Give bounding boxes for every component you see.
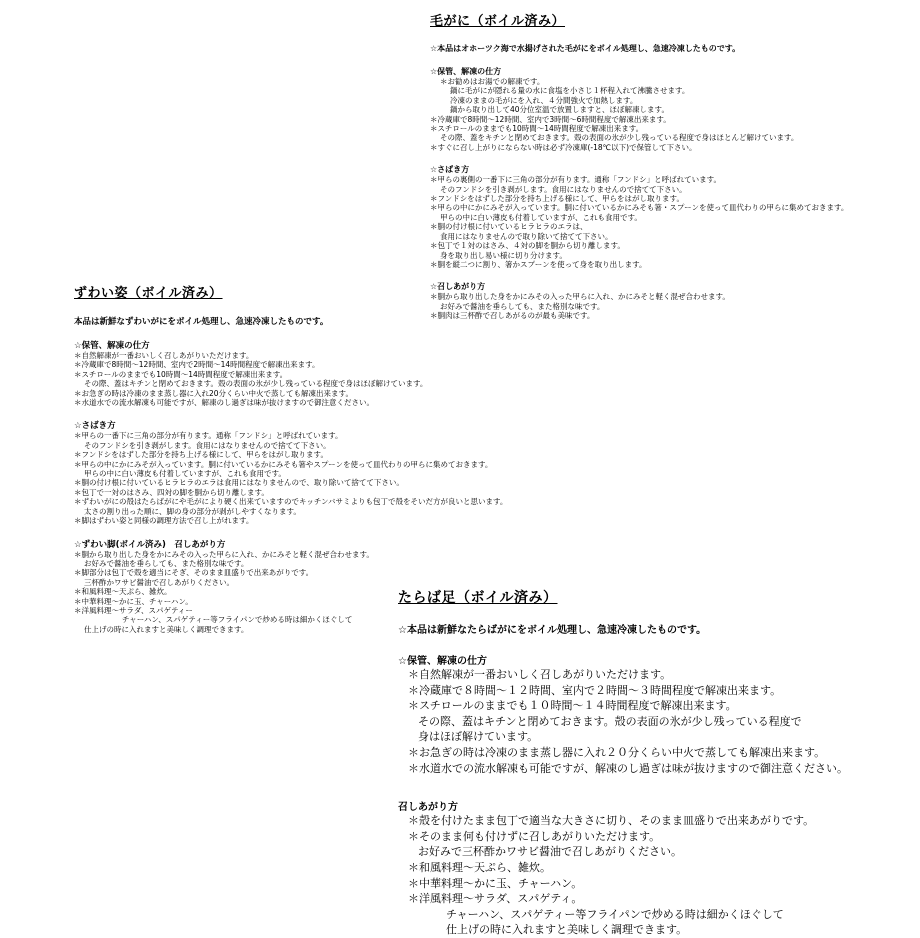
- list-item: ＊冷蔵庫で8時間～12時間、室内で3時間～6時間程度で解凍出来ます。: [430, 114, 671, 124]
- list-item: ＊包丁で１対のはさみ、４対の脚を胴から切り離します。: [430, 241, 625, 251]
- zuwai-cut-heading: ☆さばき方: [74, 421, 116, 432]
- list-item: ＊包丁で一対のはさみ、四対の脚を胴から切り離します。: [74, 487, 269, 497]
- list-item: ＊洋風料理～サラダ、スパゲティ。: [408, 892, 583, 906]
- list-item: ＊胴の付け根に付いているヒラヒラのエラは食用にはなりませんので、取り除いて捨てて下さい。: [74, 478, 404, 488]
- list-item: 仕上げの時に入れますと美味しく調理できます。: [446, 923, 688, 937]
- list-item: 鍋に毛がにが隠れる量の水に食塩を小さじ１杯程入れて沸騰させます。: [450, 86, 690, 96]
- list-item: ＊お急ぎの時は冷凍のまま蒸し器に入れ２０分くらい中火で蒸しても解凍出来ます。: [408, 745, 826, 759]
- kegani-cut-heading: ☆さばき方: [430, 165, 470, 175]
- list-item: ＊胴を縦二つに割り、箸かスプーンを使って身を取り出します。: [430, 259, 647, 269]
- list-item: そのフンドシを引き剥がします。食用にはなりませんので捨てて下さい。: [440, 184, 687, 194]
- list-item: その際、蓋はキチンと閉めておきます。殻の表面の氷が少し残っている程度で身はほぼ解けています。: [84, 379, 428, 389]
- taraba-eat-list: [398, 813, 908, 938]
- kegani-section: [430, 10, 910, 321]
- zuwai-eat-heading: ☆ずわい脚(ボイル済み) 召しあがり方: [74, 539, 226, 550]
- zuwai-cut-list: [74, 431, 534, 525]
- zuwai-thaw-heading: ☆保管、解凍の仕方: [74, 341, 150, 351]
- list-item: ＊甲らの裏側の一番下に三角の部分が有ります。通称「フンドシ」と呼ばれています。: [430, 175, 721, 185]
- list-item: 仕上げの時に入れますと美味しく調理できます。: [84, 624, 249, 634]
- list-item: ＊胴の付け根に付いているヒラヒラのエラは、: [430, 222, 588, 232]
- list-item: ＊甲らの一番下に三角の部分が有ります。通称「フンドシ」と呼ばれています。: [74, 431, 343, 441]
- list-item: ＊お勧めはお湯での解凍です。: [440, 77, 545, 86]
- list-item: ＊スチロールのままでも１０時間～１４時間程度で解凍出来ます。: [408, 699, 737, 713]
- list-item: ＊甲らの中にかにみそが入っています。胴に付いているかにみそも箸・スプーンを使って皿代わりの甲らに集めておきます。: [430, 203, 849, 213]
- kegani-cut-list: [430, 175, 910, 269]
- list-item: そのフンドシを引き剥がします。食用にはなりませんので捨てて下さい。: [84, 440, 331, 450]
- list-item: ＊胴肉は三杯酢で召しあがるのが最も美味です。: [430, 311, 595, 321]
- list-item: 太さの割り出った順に、脚の身の部分が剥がしやすくなります。: [84, 506, 301, 516]
- list-item: ＊水道水での流水解凍も可能ですが、解凍のし過ぎは味が抜けますので御注意ください。: [408, 761, 848, 775]
- zuwai-thaw-list: [74, 351, 534, 407]
- list-item: ＊冷蔵庫で8時間～12時間、室内で2時間～14時間程度で解凍出来ます。: [74, 360, 320, 370]
- list-item: チャーハン、スパゲティー等フライパンで炒める時は細かくほぐして: [446, 907, 784, 921]
- list-item: 甲らの中に白い薄皮も付着していますが、これも食用です。: [84, 469, 286, 479]
- list-item: ＊お急ぎの時は冷凍のまま蒸し器に入れ20分くらい中火で蒸しても解凍出来ます。: [74, 388, 353, 398]
- taraba-eat-heading: 召しあがり方: [398, 802, 458, 814]
- list-item: ＊そのまま何も付けずに召しあがりいただけます。: [408, 829, 661, 843]
- list-item: ＊水道水での流水解凍も可能ですが、解凍のし過ぎは味が抜けますので御注意ください。: [74, 398, 374, 408]
- taraba-section: [398, 587, 908, 938]
- list-item: 身はほぼ解けています。: [418, 730, 539, 744]
- list-item: ＊ずわいがにの殻はたらばがにや毛がにより硬く出来ていますのでキッチンバサミよりも包丁で殻をそいだ方が良いと思います。: [74, 497, 508, 507]
- zuwai-section: [74, 282, 534, 634]
- taraba-intro: ☆本品は新鮮なたらばがにをボイル処理し、急速冷凍したものです。: [398, 625, 707, 636]
- list-item: 身を取り出し易い様に切り分けます。: [440, 250, 567, 260]
- list-item: ＊自然解凍が一番おいしく召しあがりいただけます。: [74, 351, 254, 360]
- list-item: お好みで三杯酢かワサビ醤油で召しあがりください。: [418, 845, 682, 859]
- list-item: ＊洋風料理～サラダ、スパゲティー: [74, 605, 193, 615]
- list-item: ＊冷蔵庫で８時間～１２時間、室内で２時間～３時間程度で解凍出来ます。: [408, 683, 782, 697]
- kegani-eat-heading: ☆召しあがり方: [430, 282, 486, 292]
- list-item: その際、蓋をキチンと閉めておきます。殻の表面の氷が少し残っている程度で身はほとんど解けています。: [440, 133, 799, 143]
- list-item: 冷凍のままの毛がにを入れ、４分間強火で加熱します。: [450, 95, 638, 105]
- list-item: ＊フンドシをはずした部分を持ち上げる様にして、甲らをはがし取ります。: [74, 450, 328, 460]
- list-item: 甲らの中に白い薄皮も付着していますが、これも食用です。: [440, 212, 642, 222]
- list-item: 鍋から取り出して40分位室温で放置しますと、ほぼ解凍します。: [450, 105, 669, 115]
- list-item: ＊脚部分は包丁で殻を適当にそぎ、そのまま皿盛りで出来あがりです。: [74, 568, 314, 578]
- list-item: ＊甲らの中にかにみそが入っています。胴に付いているかにみそも箸やスプーンを使って皿代わりの甲らに集めておきます。: [74, 459, 493, 469]
- zuwai-title: ずわい姿（ボイル済み）: [74, 286, 223, 301]
- kegani-thaw-heading: ☆保管、解凍の仕方: [430, 67, 502, 76]
- list-item: お好みで醤油を垂らしても、また格別な味です。: [84, 558, 249, 568]
- list-item: ＊和風料理～天ぷら、雑炊。: [74, 587, 172, 597]
- list-item: ＊胴から取り出した身をかにみその入った甲らに入れ、かにみそと軽く混ぜ合わせます。: [74, 549, 374, 559]
- list-item: ＊中華料理～かに玉、チャーハン。: [74, 596, 193, 606]
- list-item: ＊殻を付けたまま包丁で適当な大きさに切り、そのまま皿盛りで出来あがりです。: [408, 814, 815, 828]
- list-item: ＊スチロールのままでも10時間～14時間程度で解凍出来ます。: [430, 124, 644, 134]
- list-item: ＊自然解凍が一番おいしく召しあがりいただけます。: [408, 668, 672, 681]
- list-item: ＊胴から取り出した身をかにみその入った甲らに入れ、かにみそと軽く混ぜ合わせます。: [430, 292, 730, 302]
- list-item: 食用にはなりませんので取り除いて捨てて下さい。: [440, 231, 613, 241]
- list-item: お好みで醤油を垂らしても、また格別な味です。: [440, 301, 605, 311]
- list-item: ＊フンドシをはずした部分を持ち上げる様にして、甲らをはがし取ります。: [430, 194, 684, 204]
- list-item: ＊和風料理～天ぷら、雑炊。: [408, 860, 551, 874]
- taraba-thaw-heading: ☆保管、解凍の仕方: [398, 656, 487, 667]
- list-item: ＊脚はずわい姿と同様の調理方法で召し上がれます。: [74, 516, 254, 526]
- list-item: 三杯酢かワサビ醤油で召しあがりください。: [84, 577, 234, 587]
- taraba-title: たらば足（ボイル済み）: [398, 590, 558, 606]
- list-item: ＊すぐに召し上がりにならない時は必ず冷凍庫(-18℃以下)で保管して下さい。: [430, 142, 697, 152]
- kegani-thaw-list: [430, 77, 910, 152]
- list-item: その際、蓋はキチンと閉めておきます。殻の表面の氷が少し残っている程度で: [418, 714, 802, 728]
- list-item: チャーハン、スパゲティー等フライパンで炒める時は細かくほぐして: [122, 615, 353, 625]
- zuwai-intro: 本品は新鮮なずわいがにをボイル処理し、急速冷凍したものです。: [74, 317, 329, 327]
- list-item: ＊中華料理～かに玉、チャーハン。: [408, 876, 583, 890]
- list-item: ＊スチロールのままでも10時間～14時間程度で解凍出来ます。: [74, 369, 288, 379]
- kegani-intro: ☆本品はオホーツク海で水揚げされた毛がにをボイル処理し、急速冷凍したものです。: [430, 44, 741, 53]
- taraba-thaw-list: [398, 667, 908, 776]
- kegani-title: 毛がに（ボイル済み）: [430, 14, 566, 29]
